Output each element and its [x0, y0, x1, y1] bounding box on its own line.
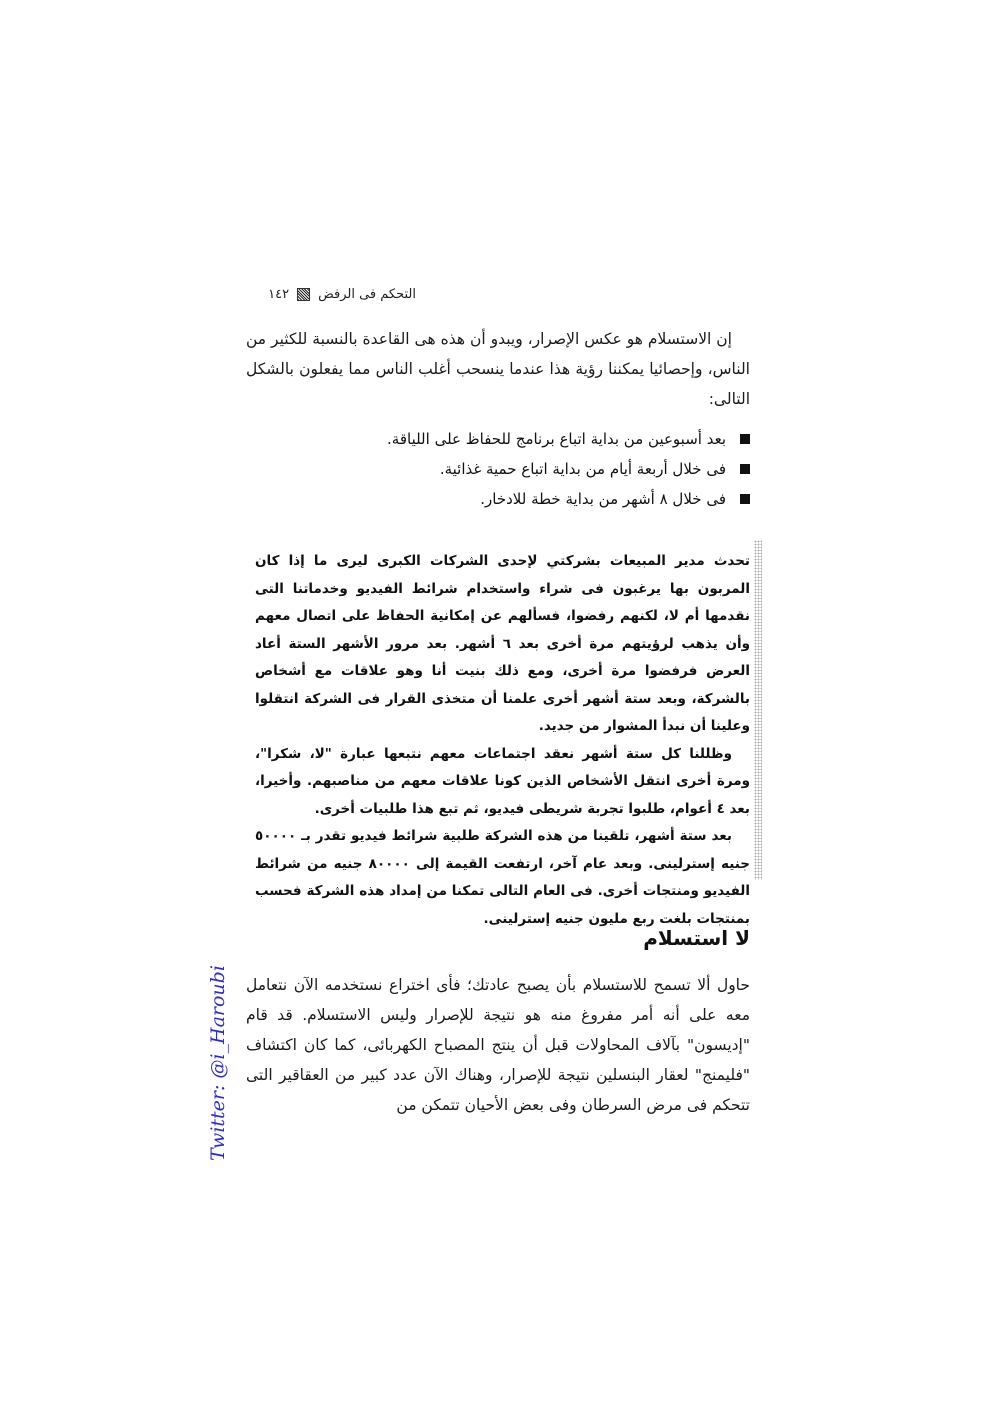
ornament-icon [297, 288, 310, 301]
section-heading: لا استسلام [643, 926, 750, 950]
bullet-text: بعد أسبوعين من بداية اتباع برنامج للحفاظ على اللياقة. [387, 430, 726, 448]
bullet-item [246, 424, 750, 454]
story-paragraph: تحدث مدير المبيعات بشركتي لإحدى الشركات الكبرى ليرى ما إذا كان المربون بها يرغبون فى شراء واستخدام شرائط الفيديو وخدماتنا التى نقدمها أم لا، لكنهم رفضوا، فسألهم عن إمكانية الحفاظ على اتصال معهم وأن يذهب لرؤيتهم مرة أخرى بعد ٦ أشهر. بعد مرور الأشهر الستة أعاد العرض فرفضوا مرة أخرى، ومع ذلك بنيت أنا وهو علاقات مع أشخاص بالشركة، وبعد ستة أشهر أخرى علمنا أن متخذى القرار فى الشركة انتقلوا وعلينا أن نبدأ المشوار من جديد. [255, 553, 750, 734]
square-bullet-icon [740, 494, 750, 504]
section-body [246, 970, 750, 1120]
bullet-list [246, 424, 750, 514]
boxed-story [250, 540, 750, 927]
bullet-item [246, 454, 750, 484]
running-head-title: التحكم فى الرفض [318, 286, 416, 302]
boxed-story-text [255, 548, 750, 933]
section-paragraph: حاول ألا تسمح للاستسلام بأن يصبح عادتك؛ فأى اختراع نستخدمه الآن نتعامل معه على أنه أمر مفروغ منه هو نتيجة للإصرار وليس الاستسلام. قد قام "إديسون" بآلاف المحاولات قبل أن ينتج المصباح الكهربائى، كما كان اكتشاف "فليمنج" لعقار البنسلين نتيجة للإصرار، وهناك الآن عدد كبير من العقاقير التى تتحكم فى مرض السرطان وفى بعض الأحيان تتمكن من [246, 976, 750, 1114]
intro-section [246, 324, 750, 414]
story-paragraph: وظللنا كل ستة أشهر نعقد اجتماعات معهم نتبعها عبارة "لا، شكرا"، ومرة أخرى انتقل الأشخاص الذين كونا علاقات معهم من مناصبهم. وأخيرا، بعد ٤ أعوام، طلبوا تجربة شريطى فيديو، ثم تبع هذا طلبيات أخرى. [255, 745, 750, 817]
story-paragraph: بعد ستة أشهر، تلقينا من هذه الشركة طلبية شرائط فيديو تقدر بـ ٥٠٠٠٠ جنيه إسترلينى. وبعد عام آخر، ارتفعت القيمة إلى ٨٠٠٠٠ جنيه من شرائط الفيديو ومنتجات أخرى. فى العام التالى تمكنا من إمداد هذه الشركة فحسب بمنتجات بلغت ربع مليون جنيه إسترلينى. [255, 828, 750, 927]
bullet-text: فى خلال أربعة أيام من بداية اتباع حمية غذائية. [439, 460, 726, 478]
page-number: ١٤٢ [268, 286, 290, 302]
watermark-text: Twitter: @i_Haroubi [207, 965, 229, 1161]
running-head [246, 284, 416, 304]
bullet-item [246, 484, 750, 514]
square-bullet-icon [740, 434, 750, 444]
square-bullet-icon [740, 464, 750, 474]
bullet-text: فى خلال ٨ أشهر من بداية خطة للادخار. [480, 490, 726, 508]
intro-paragraph: إن الاستسلام هو عكس الإصرار، ويبدو أن هذه هى القاعدة بالنسبة للكثير من الناس، وإحصائيا يمكننا رؤية هذا عندما ينسحب أغلب الناس مما يفعلون بالشكل التالى: [246, 330, 750, 408]
dotted-side-rule [754, 540, 762, 880]
